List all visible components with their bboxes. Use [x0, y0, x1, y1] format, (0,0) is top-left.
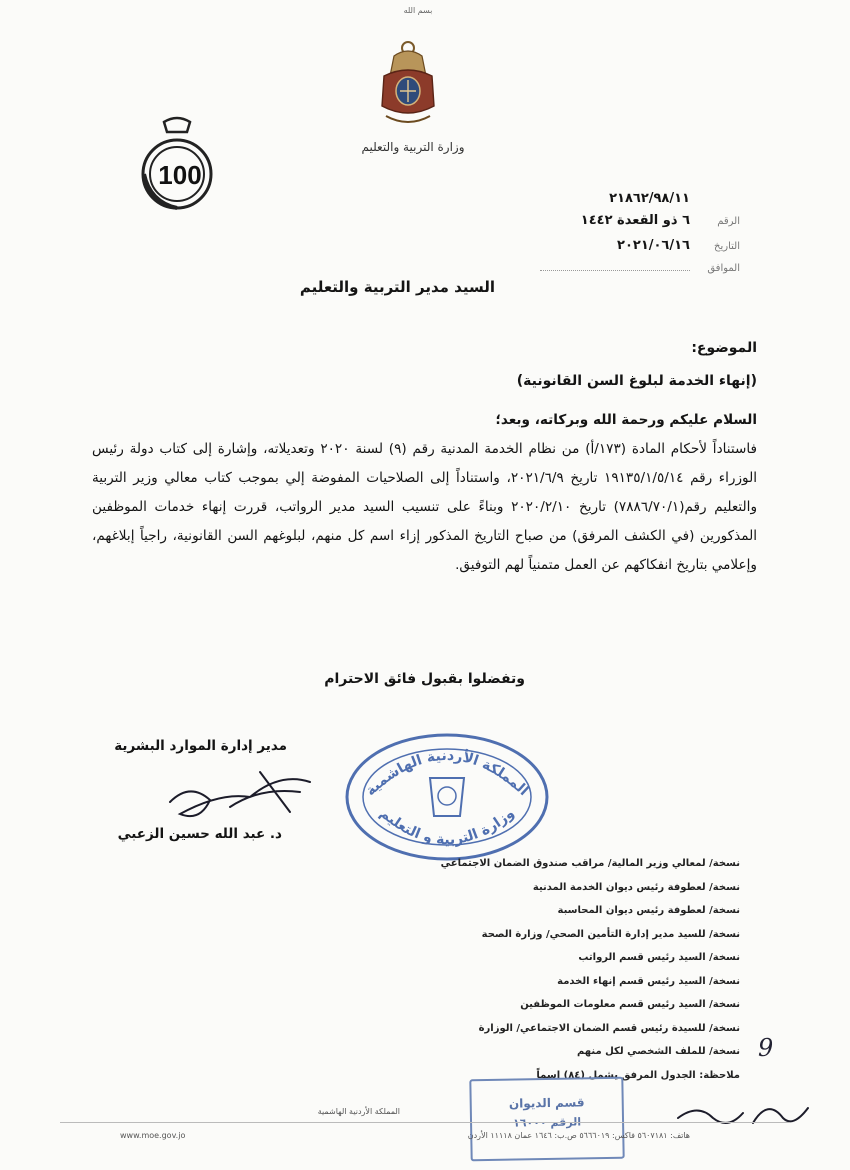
- registry-stamp-line2: الرقم ١٦٠٠٠: [512, 1115, 582, 1130]
- centennial-100-logo-icon: [130, 112, 225, 217]
- letter-body: [92, 406, 757, 580]
- addressee: السيد مدير التربية والتعليم: [299, 278, 495, 296]
- badge-number: 100: [158, 160, 202, 190]
- greeting: السلام عليكم ورحمة الله وبركاته، وبعد؛: [495, 412, 757, 428]
- body-paragraph: فاستناداً لأحكام المادة (١٧٣/أ) من نظام الخدمة المدنية رقم (٩) لسنة ٢٠٢٠ وتعديلاته، وإشارة إلى كتاب دولة رئيس الوزراء رقم ١٩١٣٥/١/٥/١٤ تاريخ ٢٠٢١/٦/٩، واستناداً إلى الصلاحيات المفوضة إلي بموجب كتاب معالي وزير التربية والتعليم رقم(٧٨٨٦/٧٠/١) تاريخ ٢٠٢٠/٢/١٠ وبناءً على تنسيب السيد مدير الرواتب، قررت إنهاء خدمات الموظفين المذكورين (في الكشف المرفق) من صباح التاريخ المذكور إزاء اسم كل منهم، لبلوغهم السن القانونية، راجياً إبلاغهم، وإعلامي بتاريخ انفكاكهم عن العمل متمنياً لهم التوفيق.: [92, 441, 758, 573]
- ministry-name: وزارة التربية والتعليم: [361, 140, 465, 154]
- hijri-date: ٦ ذو القعدة ١٤٤٢: [580, 213, 690, 228]
- reference-label: الرقم: [717, 216, 740, 227]
- stamp-bottom-text: وزارة التربية و التعليم: [376, 805, 518, 849]
- corresponding-blank: [540, 270, 690, 271]
- svg-text:وزارة التربية و التعليم: [377, 805, 518, 848]
- registry-stamp: [469, 1077, 624, 1162]
- cc-item: نسخة/ السيد رئيس قسم الرواتب: [578, 952, 740, 963]
- svg-text:المملكة الأردنية الهاشمية: [363, 748, 532, 799]
- cc-item: نسخة/ للسيد مدير إدارة التأمين الصحي/ وزارة الصحة: [481, 928, 740, 940]
- handwritten-number: 9: [758, 1034, 774, 1062]
- cc-item: نسخة/ السيد رئيس قسم إنهاء الخدمة: [557, 975, 740, 987]
- subject-text: (إنهاء الخدمة لبلوغ السن القانونية): [516, 373, 757, 389]
- handwritten-initials-icon: [668, 1088, 818, 1138]
- cc-item: نسخة/ لعطوفة رئيس ديوان المحاسبة: [557, 905, 740, 916]
- meta-corresponding-row: [540, 263, 740, 274]
- closing-line: وتفضلوا بقبول فائق الاحترام: [324, 671, 525, 687]
- footer-country: المملكة الأردنية الهاشمية: [317, 1107, 400, 1116]
- cc-item: ملاحظة: الجدول المرفق يشمل (٨٤) اسماً: [536, 1069, 740, 1081]
- jordan-coat-of-arms-icon: [376, 36, 440, 128]
- cc-item: نسخة/ لعطوفة رئيس ديوان الخدمة المدنية: [532, 881, 740, 893]
- date-label: التاريخ: [714, 241, 740, 252]
- footer-divider: [60, 1122, 790, 1123]
- header-basmala: بسم الله: [403, 6, 433, 15]
- registry-stamp-line1: قسم الديوان: [508, 1095, 585, 1111]
- footer-website: www.moe.gov.jo: [120, 1131, 186, 1140]
- footer-contact: [120, 1131, 690, 1140]
- signer-name: د. عبد الله حسين الزعبي: [117, 826, 282, 842]
- signer-title: مدير إدارة الموارد البشرية: [114, 738, 287, 754]
- reference-number: ٢١٨٦٢/٩٨/١١: [609, 191, 690, 206]
- cc-item: نسخة/ للملف الشخصي لكل منهم: [576, 1046, 740, 1057]
- meta-ref-row: [560, 213, 740, 228]
- handwritten-signature-icon: [160, 762, 320, 832]
- meta-date-row: [560, 238, 740, 253]
- subject-label: الموضوع:: [691, 340, 757, 356]
- corresponding-label: الموافق: [707, 263, 740, 274]
- copies-list: [240, 852, 740, 1087]
- meta-reference: [560, 191, 740, 206]
- ministry-seal-stamp-icon: [342, 730, 552, 865]
- cc-item: نسخة/ للسيدة رئيس قسم الضمان الاجتماعي/ الوزارة: [478, 1022, 740, 1034]
- footer-address: هاتف: ٥٦٠٧١٨١ فاكس: ٥٦٦٦٠١٩ ص.ب: ١٦٤٦ عمان ١١١١٨ الأردن: [467, 1131, 690, 1140]
- gregorian-date: ٢٠٢١/٠٦/١٦: [617, 238, 690, 253]
- cc-item: نسخة/ لمعالي وزير المالية/ مراقب صندوق الضمان الاجتماعي: [440, 858, 740, 869]
- cc-item: نسخة/ السيد رئيس قسم معلومات الموظفين: [520, 999, 740, 1010]
- stamp-top-text: المملكة الأردنية الهاشمية: [362, 747, 532, 800]
